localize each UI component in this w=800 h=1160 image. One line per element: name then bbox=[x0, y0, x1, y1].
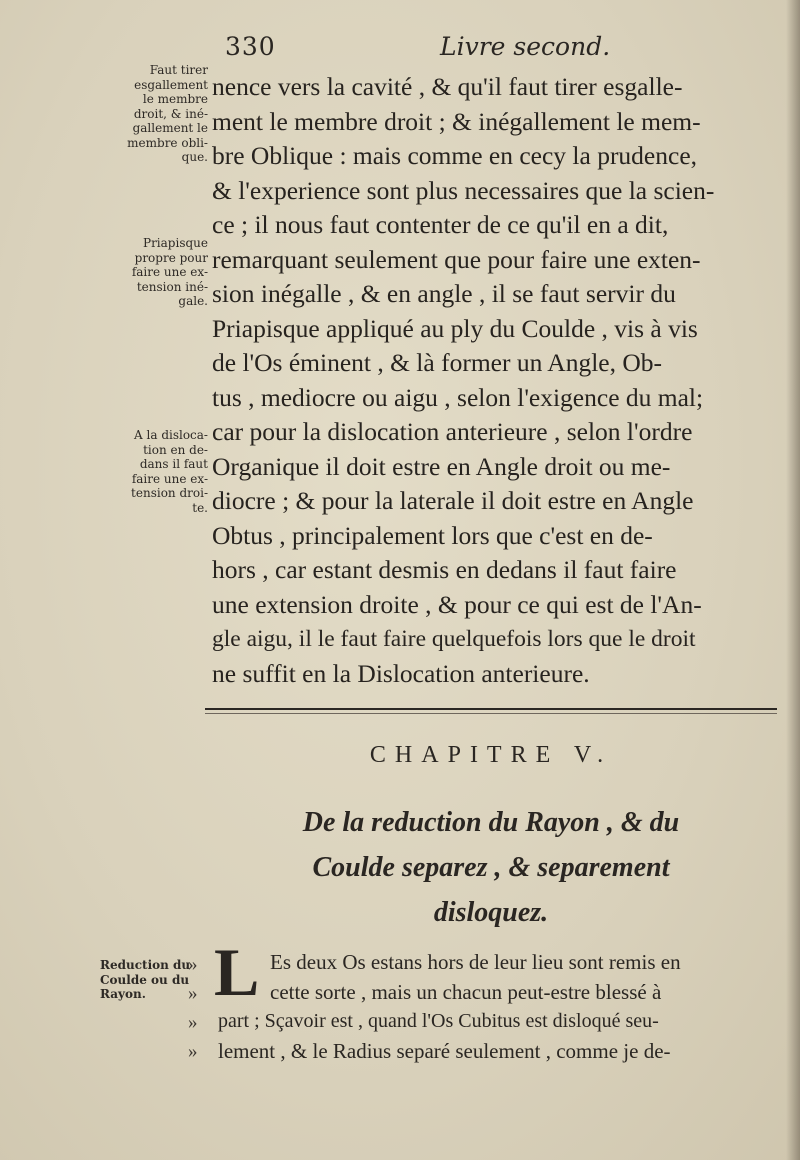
margin-note-line: tion en de- bbox=[143, 442, 208, 457]
margin-note-line: Faut tirer bbox=[149, 63, 208, 77]
margin-note-line: gallement le bbox=[132, 121, 208, 135]
text-line: Priapisque appliqué au ply du Coulde , vis à vis bbox=[212, 313, 698, 343]
margin-note-3 bbox=[98, 428, 208, 515]
text-line: bre Oblique : mais comme en cecy la prudence, bbox=[212, 141, 698, 170]
text-line: nence vers la cavité , & qu'il faut tirer esgalle- bbox=[212, 72, 683, 101]
margin-note-line: Coulde ou du bbox=[100, 972, 190, 987]
text-line: remarquant seulement que pour faire une exten- bbox=[212, 244, 701, 274]
margin-note-4 bbox=[100, 958, 192, 1002]
margin-note-line: propre pour bbox=[134, 250, 208, 265]
paragraph-text bbox=[218, 948, 773, 1066]
text-line: tus , mediocre ou aigu , selon l'exigence du mal; bbox=[212, 382, 704, 412]
quote-mark: » bbox=[188, 1041, 198, 1062]
text-line: sion inégalle , & en angle , il se faut servir du bbox=[212, 279, 676, 308]
quote-mark: » bbox=[188, 1012, 198, 1033]
margin-note-1 bbox=[98, 63, 208, 165]
margin-note-line: tension iné- bbox=[136, 279, 208, 294]
text-line: hors , car estant desmis en dedans il faut faire bbox=[212, 555, 677, 584]
margin-note-line: droit, & iné- bbox=[133, 106, 208, 121]
text-line: gle aigu, il le faut faire quelquefois lors que le droit bbox=[212, 626, 696, 652]
margin-note-2 bbox=[98, 236, 208, 309]
margin-note-line: A la disloca- bbox=[134, 428, 208, 442]
text-line: Obtus , principalement lors que c'est en de- bbox=[212, 520, 653, 550]
margin-note-line: esgallement bbox=[134, 77, 208, 92]
page-number: 330 bbox=[225, 32, 276, 61]
chapter-title-line: De la reduction du Rayon , & du bbox=[302, 807, 680, 838]
margin-note-line: Rayon. bbox=[100, 987, 146, 1001]
margin-note-line: que. bbox=[181, 150, 208, 164]
quote-mark: » bbox=[188, 983, 198, 1004]
quotation-marks bbox=[188, 950, 198, 1066]
text-line: ce ; il nous faut contenter de ce qu'il en a dit, bbox=[212, 210, 669, 239]
margin-note-line: dans il faut bbox=[139, 457, 208, 471]
text-line: Organique il doit estre en Angle droit ou me- bbox=[212, 451, 671, 481]
main-text-block bbox=[212, 70, 772, 691]
margin-note-line: Priapisque bbox=[143, 236, 208, 250]
text-line: Es deux Os estans hors de leur lieu sont remis en bbox=[270, 950, 681, 974]
text-line: ne suffit en la Dislocation anterieure. bbox=[212, 658, 590, 688]
margin-note-line: le membre bbox=[142, 92, 208, 106]
margin-note-line: tension droi- bbox=[131, 486, 208, 500]
chapter-title bbox=[205, 800, 777, 935]
page-edge-shadow bbox=[786, 0, 800, 1160]
text-line: lement , & le Radius separé seulement , comme je de- bbox=[218, 1038, 671, 1063]
margin-note-line: gale. bbox=[178, 294, 208, 308]
text-line: car pour la dislocation anterieure , selon l'ordre bbox=[212, 417, 693, 446]
margin-note-line: faire une ex- bbox=[131, 471, 208, 486]
page-header bbox=[225, 32, 780, 68]
chapter-title-line: disloquez. bbox=[433, 897, 549, 928]
text-line: cette sorte , mais un chacun peut-estre blessé à bbox=[270, 979, 662, 1004]
chapter-number: CHAPITRE V. bbox=[369, 742, 613, 768]
margin-note-line: membre obli- bbox=[127, 135, 208, 150]
section-divider-thin bbox=[205, 713, 777, 714]
quote-mark: » bbox=[188, 954, 198, 975]
margin-note-line: te. bbox=[192, 500, 208, 515]
margin-note-line: Reduction du bbox=[100, 958, 191, 972]
chapter-title-line: Coulde separez , & separement bbox=[312, 852, 670, 883]
text-line: & l'experience sont plus necessaires que la scien- bbox=[212, 175, 715, 205]
text-line: de l'Os éminent , & là former un Angle, Ob- bbox=[212, 348, 663, 377]
text-line: ment le membre droit ; & inégallement le mem- bbox=[212, 106, 701, 136]
margin-note-line: faire une ex- bbox=[131, 265, 208, 279]
text-line: part ; Sçavoir est , quand l'Os Cubitus est disloqué seu- bbox=[218, 1010, 659, 1032]
drop-cap: L bbox=[214, 934, 260, 1010]
text-line: diocre ; & pour la laterale il doit estre en Angle bbox=[212, 486, 694, 515]
section-divider bbox=[205, 708, 777, 710]
text-line: une extension droite , & pour ce qui est de l'An- bbox=[212, 589, 702, 619]
running-title: Livre second. bbox=[440, 32, 611, 61]
